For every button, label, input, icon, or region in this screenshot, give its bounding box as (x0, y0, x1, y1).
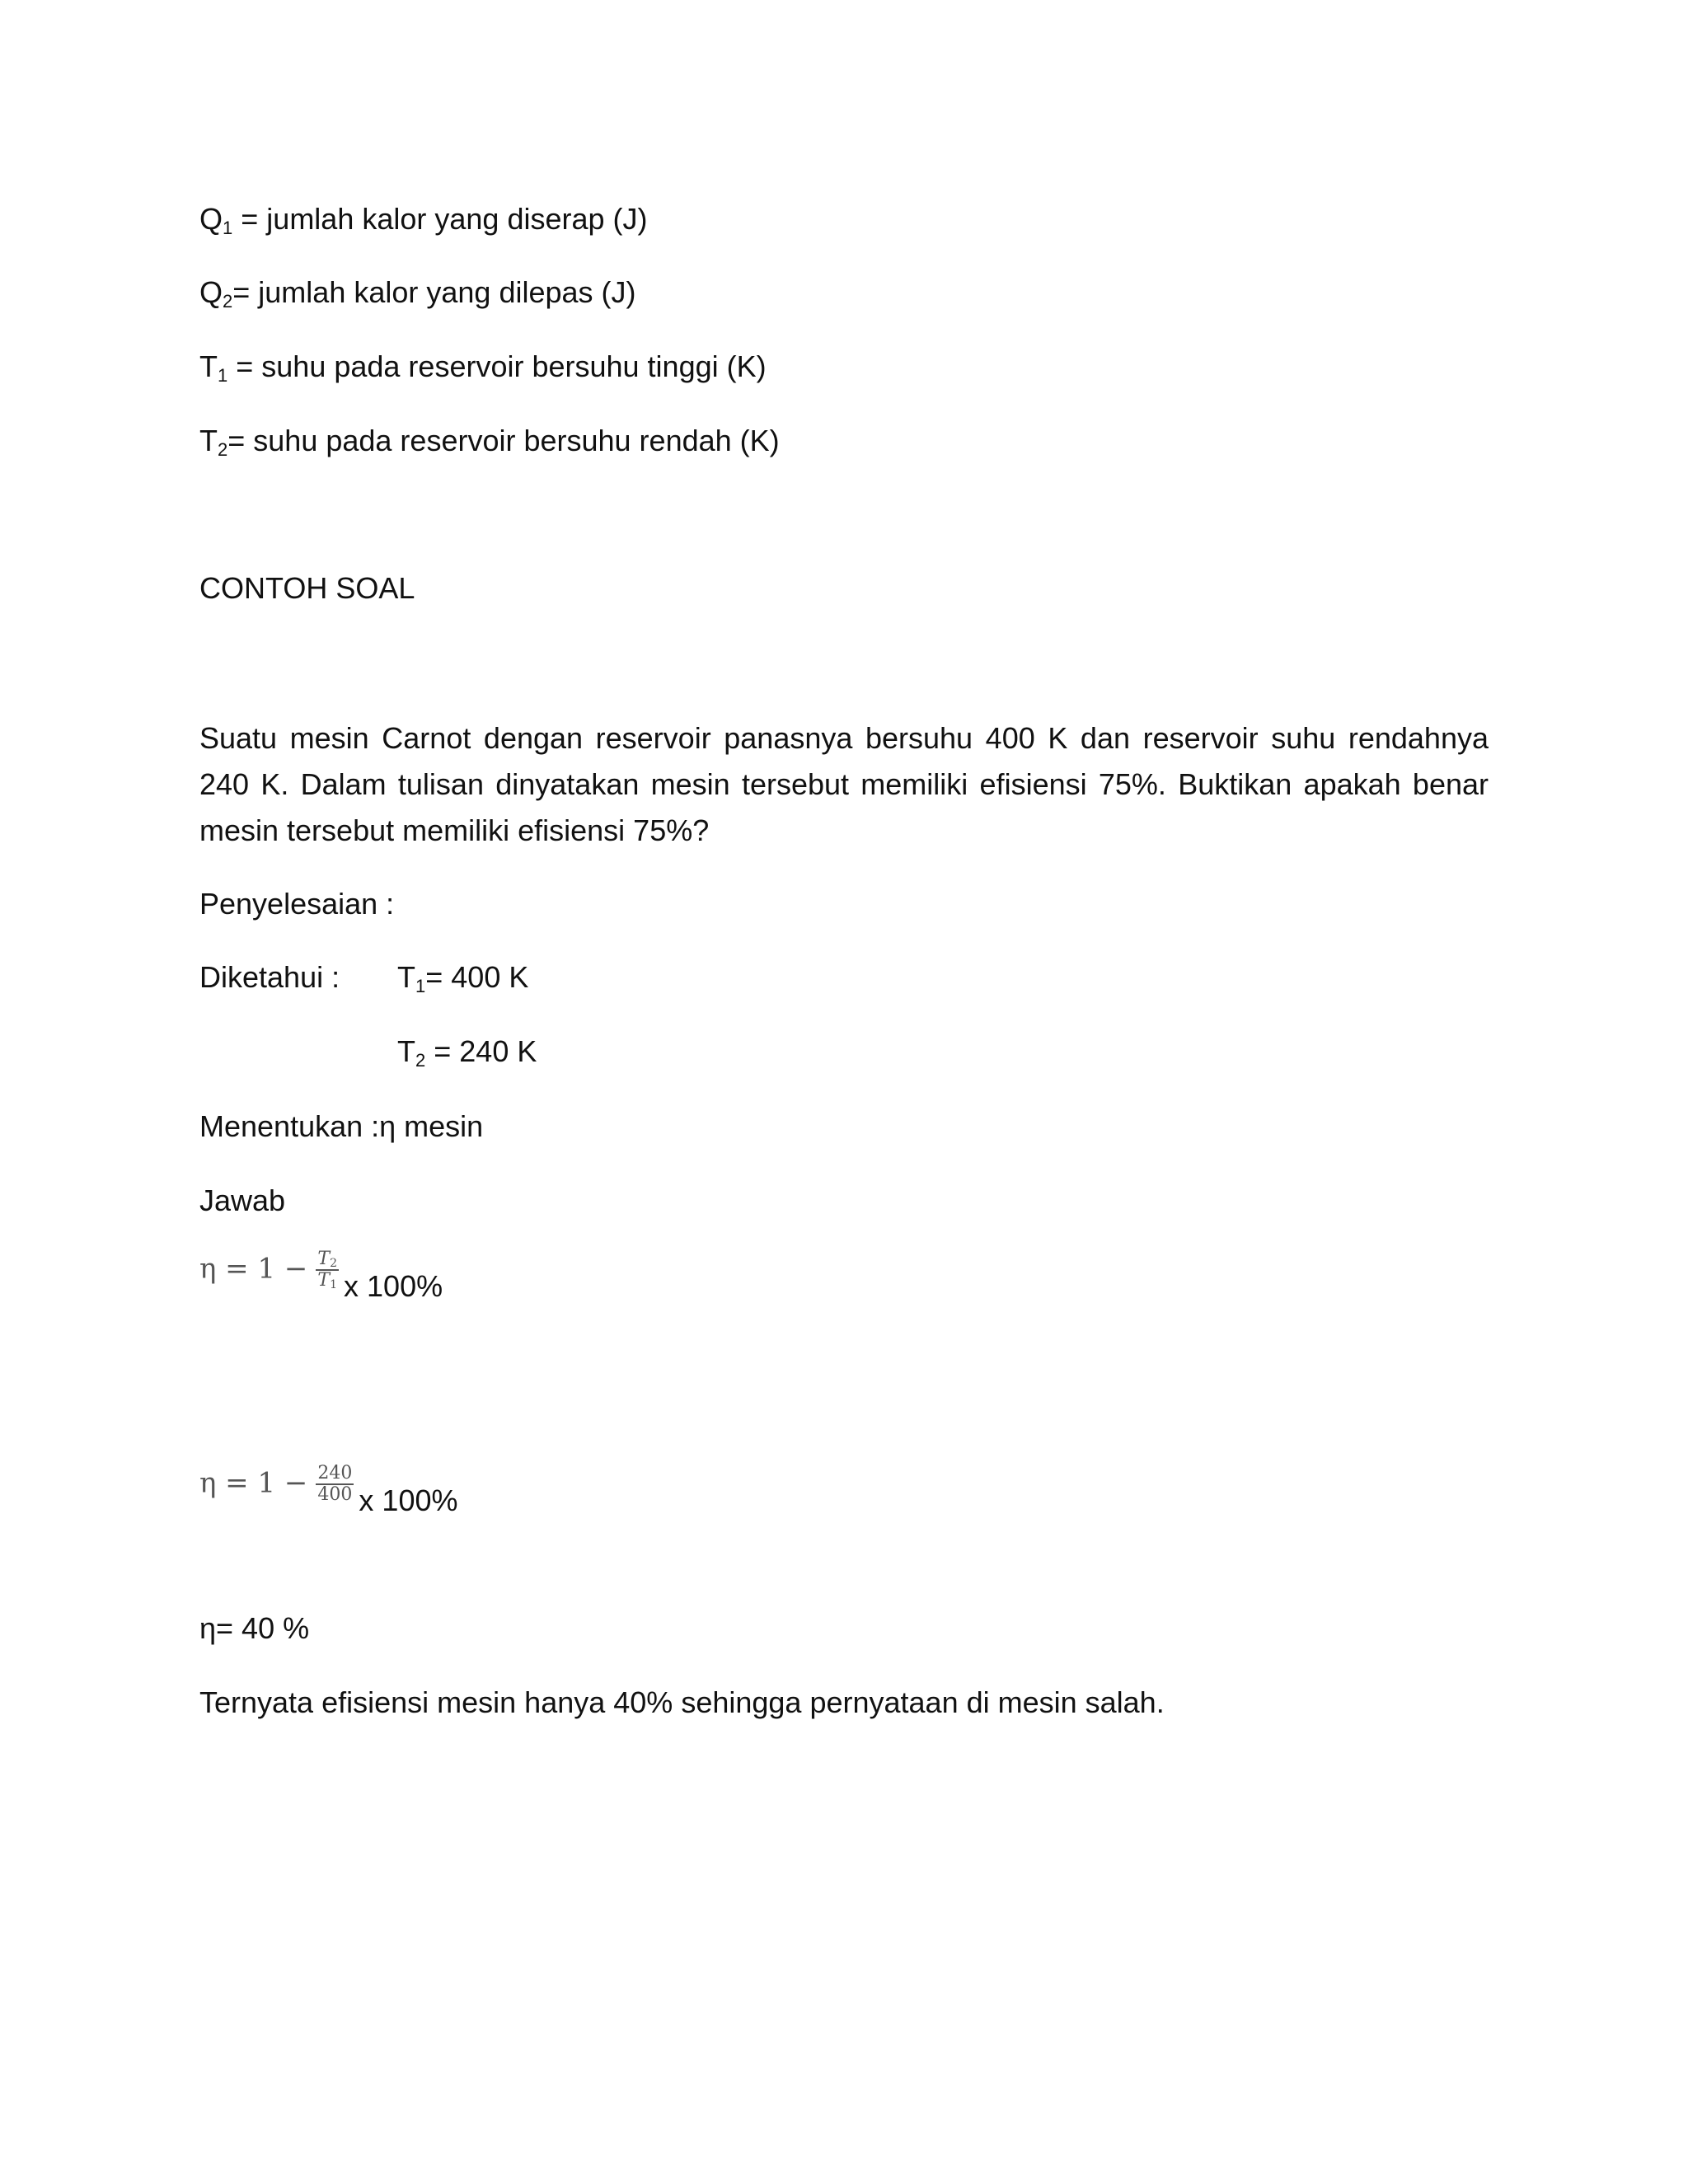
known-t1-value: = 400 K (425, 960, 529, 994)
known-t1-subscript: 1 (415, 976, 426, 996)
definition-q2 (199, 274, 636, 311)
definition-t2-subscript: 2 (218, 439, 228, 460)
definition-t2-text: = suhu pada reservoir bersuhu rendah (K) (227, 424, 780, 457)
problem-text: Suatu mesin Carnot dengan reservoir panasnya bersuhu 400 K dan reservoir suhu rendahnya 240 K. Dalam tulisan dinyatakan mesin tersebut memiliki efisiensi 75%. Buktikan apakah benar mesin tersebut memiliki efisiensi 75%? (199, 721, 1489, 847)
definition-t1 (199, 349, 767, 385)
formula-numeric (199, 1464, 458, 1518)
definition-q1-subscript: 1 (223, 218, 233, 238)
known-t2-symbol: T (397, 1034, 415, 1068)
determine-line: Menentukan :η mesin (199, 1109, 484, 1143)
known-t1-symbol: T (397, 960, 415, 994)
known-t2-value: = 240 K (425, 1034, 537, 1068)
definition-q2-text: = jumlah kalor yang dilepas (J) (232, 275, 636, 309)
known-t2-subscript: 2 (415, 1050, 426, 1071)
formula-general-suffix: x 100% (344, 1268, 443, 1303)
definition-q2-symbol: Q (199, 275, 223, 309)
result-line: η= 40 % (199, 1611, 310, 1645)
definition-t1-text: = suhu pada reservoir bersuhu tinggi (K) (227, 349, 767, 383)
formula-numeric-lhs: η = 1 − (199, 1466, 308, 1500)
section-heading: CONTOH SOAL (199, 571, 415, 605)
definition-q2-subscript: 2 (223, 291, 233, 312)
formula-general-fraction (316, 1249, 339, 1291)
solution-label: Penyelesaian : (199, 887, 395, 921)
formula-general (199, 1249, 443, 1304)
definition-q1 (199, 201, 648, 237)
formula-numeric-denominator: 400 (317, 1484, 353, 1505)
definition-t2-symbol: T (199, 424, 218, 457)
definition-q1-symbol: Q (199, 202, 223, 236)
formula-numeric-fraction (316, 1464, 354, 1505)
definition-t2 (199, 423, 780, 459)
formula-general-denominator: $T_1$ (317, 1270, 338, 1291)
known-t2 (397, 1033, 537, 1070)
definition-q1-text: = jumlah kalor yang diserap (J) (232, 202, 648, 236)
conclusion-text: Ternyata efisiensi mesin hanya 40% sehingga pernyataan di mesin salah. (199, 1685, 1165, 1719)
formula-general-lhs: η = 1 − (199, 1252, 308, 1286)
definition-t1-subscript: 1 (218, 365, 228, 386)
answer-label: Jawab (199, 1183, 286, 1217)
known-label: Diketahui : (199, 960, 340, 994)
formula-numeric-numerator: 240 (317, 1463, 353, 1483)
definition-t1-symbol: T (199, 349, 218, 383)
formula-numeric-suffix: x 100% (359, 1483, 458, 1517)
formula-general-numerator: $T_2$ (317, 1249, 338, 1270)
known-t1 (397, 959, 528, 996)
